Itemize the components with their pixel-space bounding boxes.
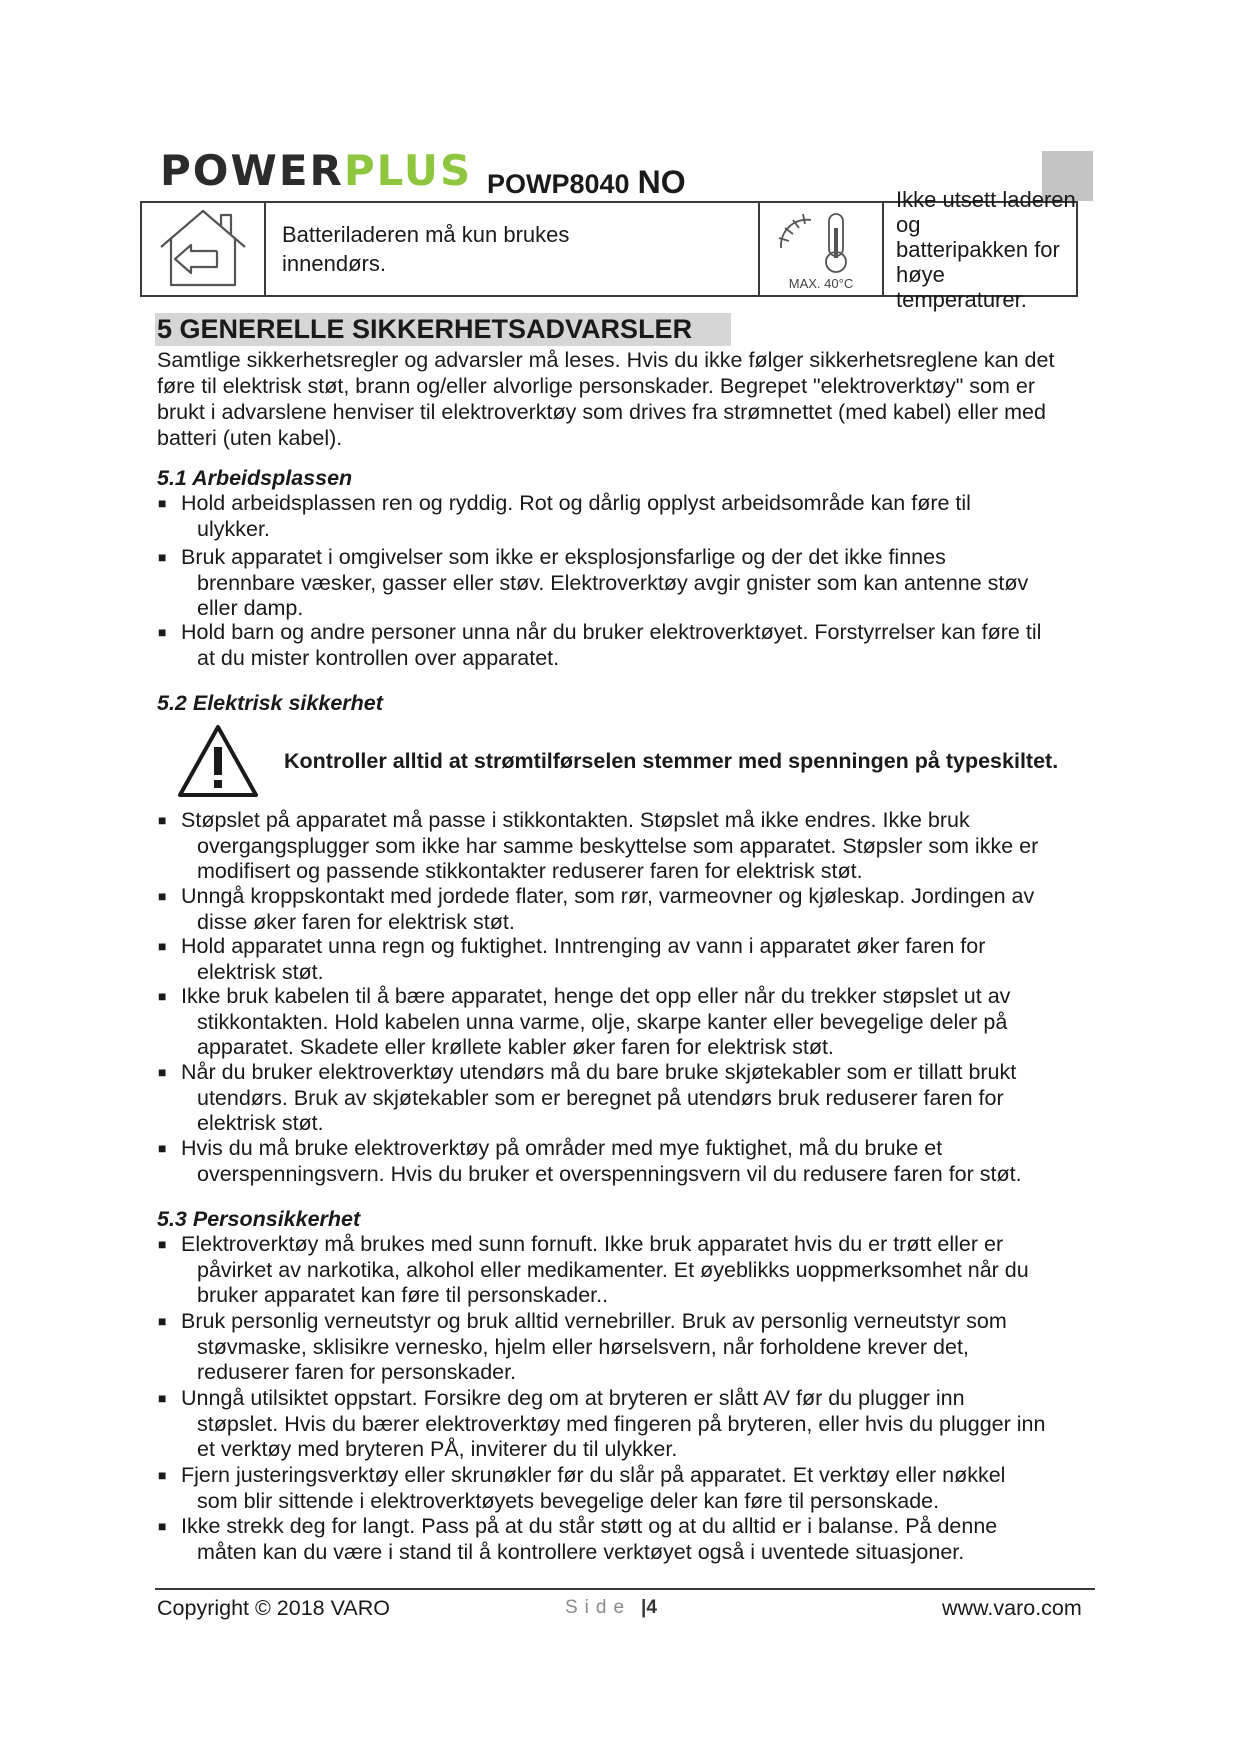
list-line: disse øker faren for elektrisk støt. [197,909,515,934]
intro-line: føre til elektrisk støt, brann og/eller alvorlige personskader. Begrepet "elektroverktøy" som er [157,374,1036,398]
subsection-heading: 5.1 Arbeidsplassen [157,466,353,490]
list-line: Bruk apparatet i omgivelser som ikke er eksplosjonsfarlige og der det ikke finnes [181,545,946,569]
footer-side-label: Side [565,1597,632,1618]
list-item [157,934,1092,985]
list-line: Bruk personlig verneutstyr og bruk alltid vernebriller. Bruk av personlig verneutstyr som [181,1309,1007,1333]
warning-triangle-icon [176,723,260,799]
list-line: Hold arbeidsplassen ren og ryddig. Rot og dårlig opplyst arbeidsområde kan føre til [181,491,971,515]
list-line: ulykker. [197,516,270,541]
temp-warning-line: Ikke utsett laderen og [896,186,1076,237]
list-line: Ikke bruk kabelen til å bære apparatet, henge det opp eller når du trekker støpslet ut av [181,984,1011,1008]
list-line: stikkontakten. Hold kabelen unna varme, olje, skarpe kanter eller bevegelige deler på [197,1009,1008,1034]
list-item [157,1514,1092,1565]
bullet-icon: ■ [158,1064,167,1080]
subsection-heading: 5.3 Personsikkerhet [157,1207,361,1231]
footer-page-value: 4 [646,1597,657,1618]
list-line: støvmaske, sklisikre vernesko, hjelm eller hørselsvern, når forholdene krever det, [197,1334,969,1359]
list-line: påvirket av narkotika, alkohol eller medikamenter. Et øyeblikks uoppmerksomhet når du [197,1257,1029,1282]
bullet-icon: ■ [158,624,167,640]
intro-paragraph [157,347,1102,451]
list-item [157,1386,1092,1463]
list-line: overgangsplugger som ikke har samme beskyttelse som apparatet. Støpsler som ikke er [197,833,1039,858]
list-item [157,1463,1092,1514]
max-temperature-label: MAX. 40°C [788,275,854,291]
footer-page-number [641,1597,657,1619]
list-line: Unngå kroppskontakt med jordede flater, som rør, varmeovner og kjøleskap. Jordingen av [181,884,1035,908]
list-line: Hold barn og andre personer unna når du bruker elektroverktøyet. Forstyrrelser kan føre til [181,620,1042,644]
brand-logo-plus: PLUS [343,146,473,195]
list-line: elektrisk støt. [197,1111,324,1135]
thermometer-sun-icon [771,208,871,278]
bullet-icon: ■ [158,1140,167,1156]
list-item [157,1060,1092,1137]
list-item [157,545,1092,622]
indoor-icon-cell [142,203,266,295]
list-line: Elektroverktøy må brukes med sunn fornuft. Ikke bruk apparatet hvis du er trøtt eller er [181,1232,1004,1256]
list-line: bruker apparatet kan føre til personskader.. [197,1283,609,1307]
list-line: Fjern justeringsverktøy eller skrunøkler før du slår på apparatet. Et verktøy eller nøkkel [181,1463,1006,1487]
list-item [157,620,1092,671]
footer-copyright: Copyright © 2018 VARO [157,1596,390,1620]
intro-line: brukt i advarslene henviser til elektroverktøy som drives fra strømnettet (med kabel) eller med [157,400,1046,424]
bullet-icon: ■ [158,888,167,904]
bullet-icon: ■ [158,549,167,565]
list-item [157,884,1092,935]
model-number: POWP8040 [487,169,630,199]
list-item [157,984,1092,1061]
bullet-icon: ■ [158,1518,167,1534]
temperature-text-cell [884,186,1076,312]
list-line: støpslet. Hvis du bærer elektroverktøy med fingeren på bryteren, eller hvis du plugger inn [197,1411,1046,1436]
list-line: Hold apparatet unna regn og fuktighet. Inntrenging av vann i apparatet øker faren for [181,934,986,958]
bullet-icon: ■ [158,1390,167,1406]
list-item [157,1136,1092,1187]
list-line: overspenningsvern. Hvis du bruker et overspenningsvern vil du redusere faren for støt. [197,1161,1022,1186]
bullet-icon: ■ [158,495,167,511]
list-line: at du mister kontrollen over apparatet. [197,645,560,670]
list-line: utendørs. Bruk av skjøtekabler som er beregnet på utendørs bruk reduserer faren for [197,1085,1004,1110]
bullet-icon: ■ [158,988,167,1004]
section-heading: 5 GENERELLE SIKKERHETSADVARSLER [155,313,731,346]
brand-logo [160,146,473,195]
bullet-icon: ■ [158,1467,167,1483]
list-line: som blir sittende i elektroverktøyets bevegelige deler kan føre til personskade. [197,1488,940,1513]
caution-text: Kontroller alltid at strømtilførselen stemmer med spenningen på typeskiltet. [284,749,1059,773]
bullet-icon: ■ [158,812,167,828]
bullet-icon: ■ [158,938,167,954]
footer-url[interactable]: www.varo.com [942,1596,1082,1620]
list-line: Hvis du må bruke elektroverktøy på områder med mye fuktighet, må du bruke et [181,1136,943,1160]
list-line: elektrisk støt. [197,959,324,984]
warning-table [140,186,1078,312]
intro-line: batteri (uten kabel). [157,426,343,450]
list-line: reduserer faren for personskader. [197,1360,517,1384]
list-line: apparatet. Skadete eller krøllete kabler øker faren for elektrisk støt. [197,1035,834,1059]
list-line: Når du bruker elektroverktøy utendørs må du bare bruke skjøtekabler som er tillatt brukt [181,1060,1017,1084]
footer-divider [155,1588,1095,1590]
list-item [157,808,1092,885]
indoor-text-cell [266,203,760,295]
house-arrow-icon [155,207,251,291]
language-code: NO [637,164,686,200]
temperature-icon-cell [760,203,884,295]
list-item [157,1309,1092,1386]
temp-warning-line: batteripakken for høye [896,236,1060,287]
model-heading [487,166,686,198]
list-item [157,1232,1092,1309]
list-line: et verktøy med bryteren PÅ, inviterer du til ulykker. [197,1437,678,1461]
list-line: brennbare væsker, gasser eller støv. Elektroverktøy avgir gnister som kan antenne støv [197,570,1029,595]
list-line: eller damp. [197,596,304,620]
subsection-heading: 5.2 Elektrisk sikkerhet [157,691,383,715]
list-line: måten kan du være i stand til å kontrollere verktøyet også i uventede situasjoner. [197,1539,965,1564]
bullet-icon: ■ [158,1313,167,1329]
intro-line: Samtlige sikkerhetsregler og advarsler må leses. Hvis du ikke følger sikkerhetsreglene kan det [157,348,1055,372]
list-item [157,491,1092,542]
brand-logo-power: POWER [160,146,344,195]
indoor-warning-text: Batteriladeren må kun brukes innendørs. [282,222,570,276]
temp-warning-line: temperaturer. [896,286,1027,312]
list-line: modifisert og passende stikkontakter reduserer faren for elektrisk støt. [197,859,863,883]
list-line: Unngå utilsiktet oppstart. Forsikre deg om at bryteren er slått AV før du plugger inn [181,1386,965,1410]
footer-page-separator: | [641,1597,647,1618]
bullet-icon: ■ [158,1236,167,1252]
list-line: Støpslet på apparatet må passe i stikkontakten. Støpslet må ikke endres. Ikke bruk [181,808,970,832]
list-line: Ikke strekk deg for langt. Pass på at du står støtt og at du alltid er i balanse. På denne [181,1514,998,1538]
